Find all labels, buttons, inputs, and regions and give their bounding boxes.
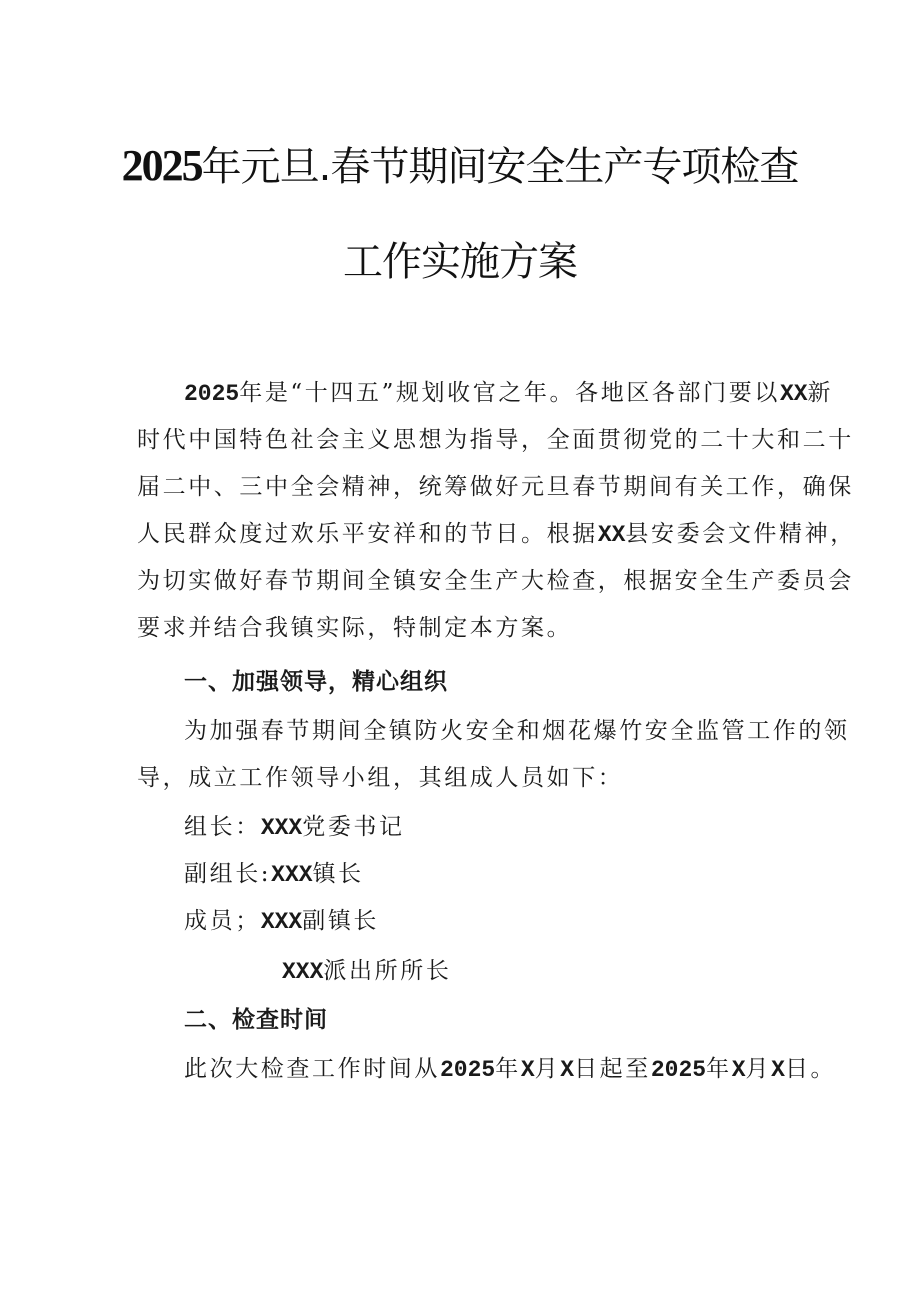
placeholder: X <box>520 1057 535 1083</box>
member-role: 组长： <box>184 814 261 840</box>
text: 日。 <box>784 1056 837 1082</box>
intro-year: 2025 <box>184 381 240 407</box>
text: 年 <box>706 1056 732 1082</box>
member-deputy-leader <box>184 859 844 890</box>
section-1-para-line-2: 导，成立工作领导小组，其组成人员如下： <box>137 765 624 791</box>
placeholder: X <box>731 1057 746 1083</box>
member-members <box>184 906 844 937</box>
text: 月 <box>745 1056 772 1082</box>
member-role: 成员； <box>184 908 261 934</box>
intro-placeholder: XX <box>597 522 626 548</box>
text: 此次大检查工作时间从 <box>184 1056 440 1082</box>
placeholder: X <box>560 1057 575 1083</box>
member-police <box>282 956 920 987</box>
intro-text: 年是“十四五”规划收官之年。各地区各部门要以 <box>239 380 780 406</box>
title-year: 2025 <box>121 141 202 190</box>
section-1-heading: 一、加强领导，精心组织 <box>184 669 448 695</box>
member-leader <box>184 812 844 843</box>
member-role: 副组长: <box>184 861 272 887</box>
title-text: 年元旦.春节期间安全生产专项检查 <box>201 144 799 190</box>
document-title-line1 <box>0 142 920 191</box>
intro-line-4 <box>137 519 856 550</box>
member-title: 党委书记 <box>302 814 405 840</box>
member-name: XXX <box>271 862 313 888</box>
section-2-heading: 二、检查时间 <box>184 1007 328 1033</box>
text: 年 <box>495 1056 521 1082</box>
member-name: XXX <box>260 815 303 841</box>
intro-line-1 <box>184 378 844 409</box>
section-2-text <box>184 1054 844 1085</box>
document-title-line2: 工作实施方案 <box>343 239 577 285</box>
intro-line-3: 届二中、三中全会精神，统筹做好元旦春节期间有关工作，确保 <box>137 474 854 500</box>
member-name: XXX <box>260 909 303 935</box>
intro-text: 人民群众度过欢乐平安祥和的节日。根据 <box>137 521 598 547</box>
intro-text: 县安委会文件精神， <box>625 521 856 547</box>
member-title: 副镇长 <box>302 908 380 934</box>
intro-line-2: 时代中国特色社会主义思想为指导，全面贯彻党的二十大和二十 <box>137 427 854 453</box>
year: 2025 <box>440 1057 496 1083</box>
intro-text: 新 <box>807 380 834 406</box>
placeholder: X <box>771 1057 785 1083</box>
intro-line-5: 为切实做好春节期间全镇安全生产大检查，根据安全生产委员会 <box>137 568 854 594</box>
text: 日起至 <box>574 1056 651 1082</box>
member-name: XXX <box>282 959 324 985</box>
text: 月 <box>534 1056 561 1082</box>
member-title: 派出所所长 <box>323 958 452 984</box>
intro-placeholder: XX <box>779 381 808 407</box>
year: 2025 <box>650 1057 707 1083</box>
member-title: 镇长 <box>312 861 364 887</box>
section-1-para-line-1: 为加强春节期间全镇防火安全和烟花爆竹安全监管工作的领 <box>184 718 850 744</box>
intro-line-6: 要求并结合我镇实际，特制定本方案。 <box>137 615 573 641</box>
